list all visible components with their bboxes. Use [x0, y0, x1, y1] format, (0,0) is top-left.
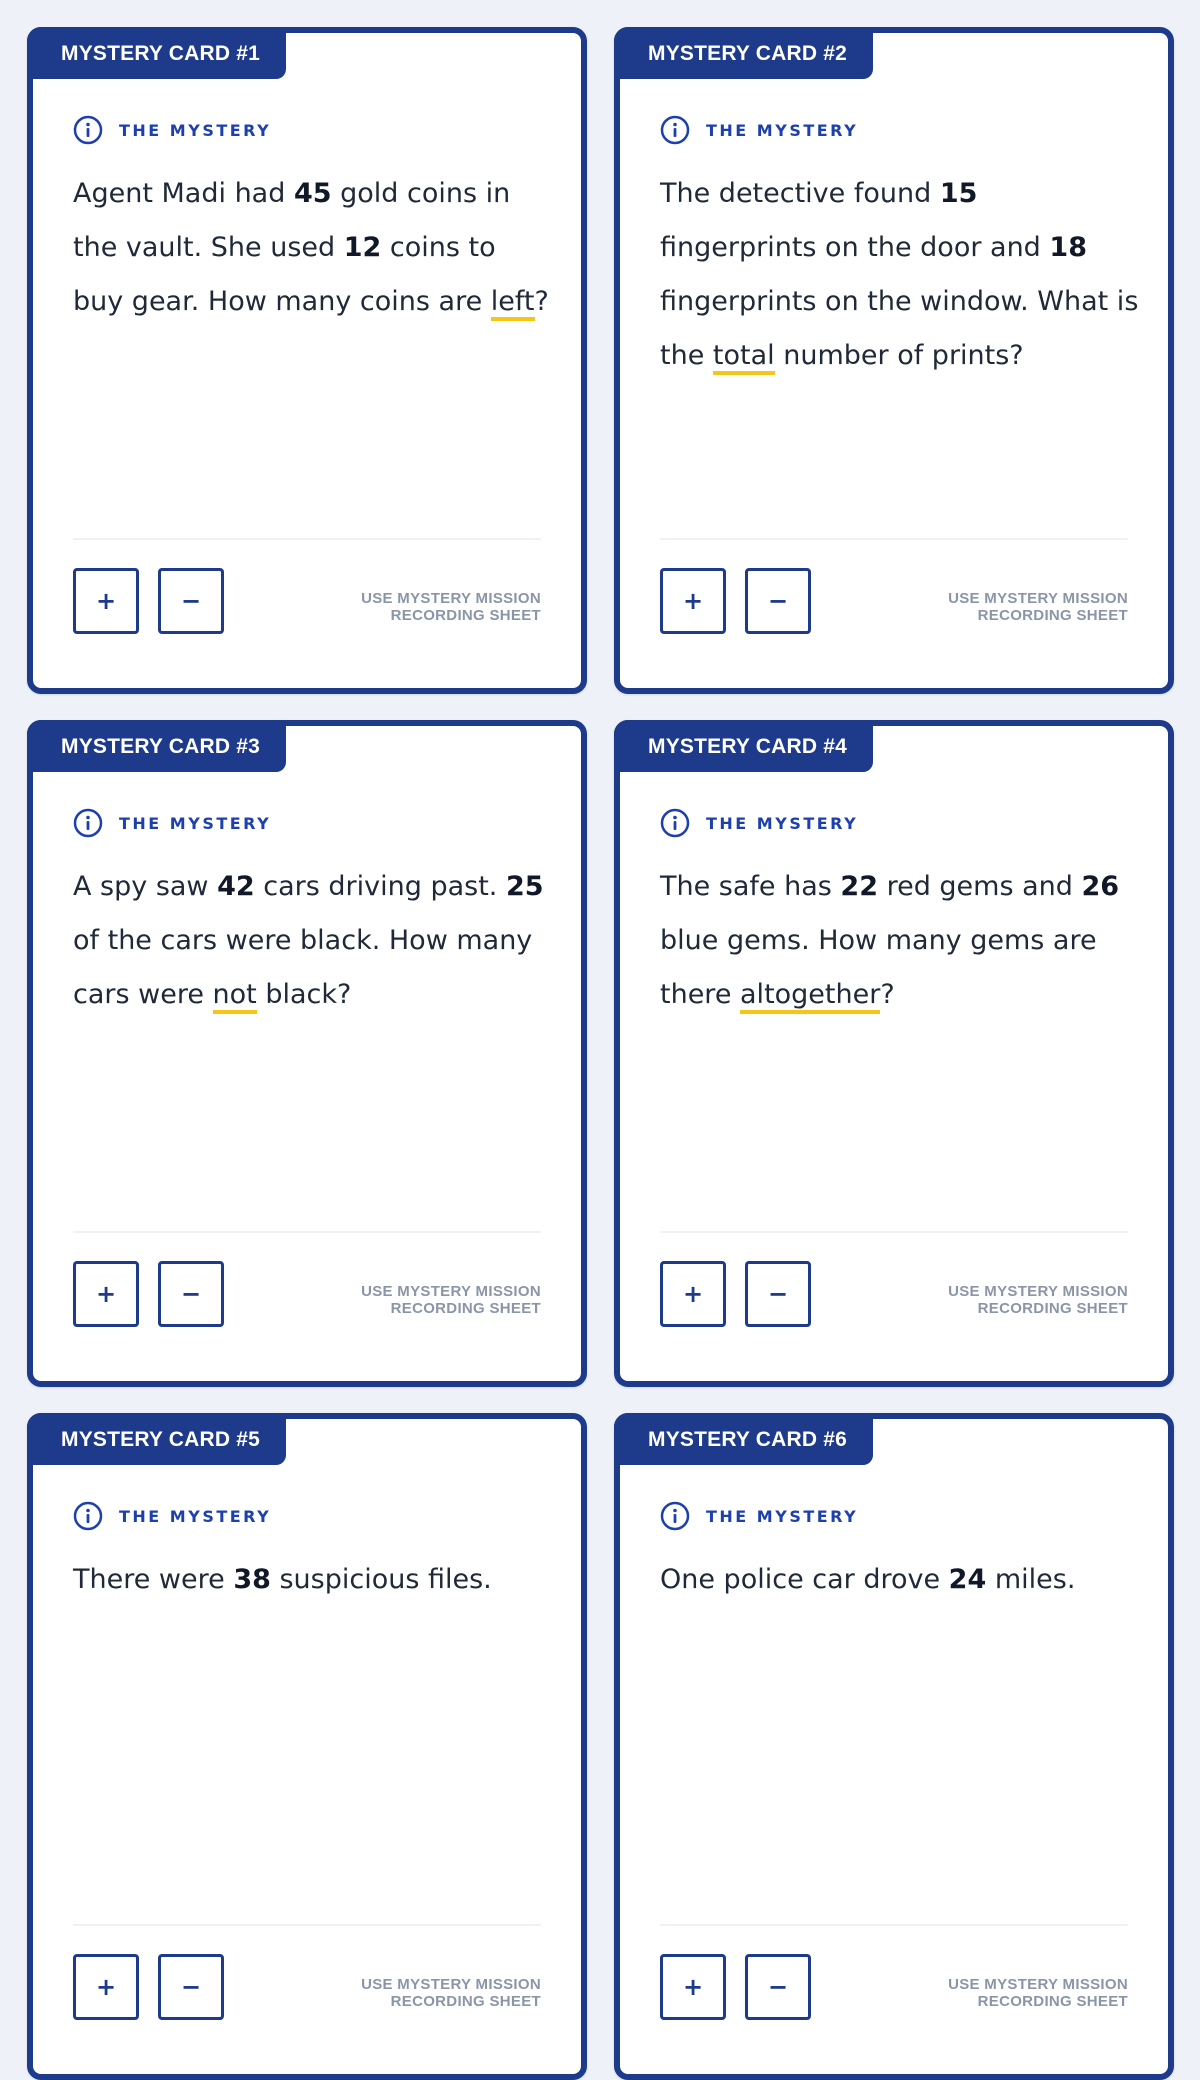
info-icon: [660, 115, 690, 145]
problem-number: 38: [233, 1564, 271, 1595]
card-title: MYSTERY CARD #6: [614, 1413, 873, 1465]
divider: [73, 538, 541, 540]
problem-segment: ?: [534, 286, 549, 317]
problem-text: [73, 167, 553, 329]
problem-text: [660, 1553, 1140, 1607]
problem-segment: fingerprints on the door and: [660, 232, 1050, 263]
problem-segment: The safe has: [660, 871, 841, 902]
problem-segment: red gems and: [878, 871, 1082, 902]
card-title: MYSTERY CARD #4: [614, 720, 873, 772]
problem-keyword: total: [713, 340, 775, 375]
problem-number: 12: [343, 232, 382, 263]
add-operation-button[interactable]: +: [73, 568, 139, 634]
problem-segment: coins to buy gear. How many coins are: [73, 232, 496, 317]
problem-number: 15: [939, 178, 978, 209]
mystery-label: THE MYSTERY: [706, 120, 859, 140]
subtract-operation-button[interactable]: −: [158, 1261, 224, 1327]
problem-segment: of the cars were black. How many cars were: [73, 925, 533, 1010]
problem-text: [73, 860, 553, 1022]
info-icon: [73, 808, 103, 838]
problem-number: 22: [840, 871, 878, 902]
problem-text: [660, 167, 1140, 383]
problem-keyword: left: [491, 286, 535, 321]
recording-sheet-note: USE MYSTERY MISSION RECORDING SHEET: [361, 590, 541, 624]
divider: [73, 1924, 541, 1926]
recording-sheet-note: USE MYSTERY MISSION RECORDING SHEET: [361, 1283, 541, 1317]
mystery-label: THE MYSTERY: [119, 1506, 272, 1526]
subtract-operation-button[interactable]: −: [158, 1954, 224, 2020]
recording-sheet-note: USE MYSTERY MISSION RECORDING SHEET: [361, 1976, 541, 2010]
problem-segment: cars driving past.: [254, 871, 506, 902]
info-icon: [73, 1501, 103, 1531]
mystery-header: [73, 115, 271, 145]
problem-segment: blue gems. How many gems are there: [660, 925, 1097, 1010]
info-icon: [73, 115, 103, 145]
mystery-card-6: [614, 1413, 1174, 2080]
problem-segment: There were: [73, 1564, 234, 1595]
problem-number: 25: [505, 871, 544, 902]
problem-segment: Agent Madi had: [73, 178, 294, 209]
problem-number: 24: [948, 1564, 987, 1595]
problem-segment: miles.: [986, 1564, 1076, 1595]
problem-segment: One police car drove: [660, 1564, 949, 1595]
card-title: MYSTERY CARD #1: [27, 27, 286, 79]
mystery-card-4: [614, 720, 1174, 1387]
problem-number: 26: [1081, 871, 1120, 902]
problem-segment: gold coins in the vault. She used: [73, 178, 511, 263]
problem-segment: number of prints?: [774, 340, 1024, 371]
add-operation-button[interactable]: +: [660, 568, 726, 634]
mystery-card-5: [27, 1413, 587, 2080]
add-operation-button[interactable]: +: [73, 1261, 139, 1327]
card-title: MYSTERY CARD #5: [27, 1413, 286, 1465]
problem-text: [73, 1553, 553, 1607]
mystery-header: [660, 1501, 858, 1531]
divider: [660, 538, 1128, 540]
recording-sheet-note: USE MYSTERY MISSION RECORDING SHEET: [948, 1283, 1128, 1317]
mystery-label: THE MYSTERY: [706, 813, 859, 833]
mystery-card-grid: [27, 27, 1174, 2080]
add-operation-button[interactable]: +: [73, 1954, 139, 2020]
problem-number: 42: [217, 871, 255, 902]
mystery-card-1: [27, 27, 587, 694]
add-operation-button[interactable]: +: [660, 1261, 726, 1327]
info-icon: [660, 1501, 690, 1531]
problem-segment: ?: [880, 979, 895, 1010]
recording-sheet-note: USE MYSTERY MISSION RECORDING SHEET: [948, 590, 1128, 624]
problem-segment: The detective found: [660, 178, 940, 209]
mystery-header: [73, 808, 271, 838]
mystery-label: THE MYSTERY: [119, 120, 272, 140]
subtract-operation-button[interactable]: −: [745, 1954, 811, 2020]
mystery-header: [73, 1501, 271, 1531]
problem-keyword: altogether: [740, 979, 880, 1014]
mystery-header: [660, 808, 858, 838]
problem-number: 18: [1049, 232, 1087, 263]
problem-number: 45: [293, 178, 332, 209]
problem-keyword: not: [213, 979, 257, 1014]
mystery-card-2: [614, 27, 1174, 694]
card-title: MYSTERY CARD #3: [27, 720, 286, 772]
problem-segment: suspicious files.: [270, 1564, 492, 1595]
mystery-card-3: [27, 720, 587, 1387]
divider: [660, 1924, 1128, 1926]
divider: [660, 1231, 1128, 1233]
mystery-label: THE MYSTERY: [119, 813, 272, 833]
problem-text: [660, 860, 1140, 1022]
recording-sheet-note: USE MYSTERY MISSION RECORDING SHEET: [948, 1976, 1128, 2010]
add-operation-button[interactable]: +: [660, 1954, 726, 2020]
divider: [73, 1231, 541, 1233]
problem-segment: black?: [256, 979, 352, 1010]
subtract-operation-button[interactable]: −: [745, 1261, 811, 1327]
card-title: MYSTERY CARD #2: [614, 27, 873, 79]
problem-segment: A spy saw: [73, 871, 218, 902]
problem-segment: fingerprints on the window. What is the: [660, 286, 1139, 371]
info-icon: [660, 808, 690, 838]
mystery-header: [660, 115, 858, 145]
mystery-label: THE MYSTERY: [706, 1506, 859, 1526]
subtract-operation-button[interactable]: −: [745, 568, 811, 634]
subtract-operation-button[interactable]: −: [158, 568, 224, 634]
